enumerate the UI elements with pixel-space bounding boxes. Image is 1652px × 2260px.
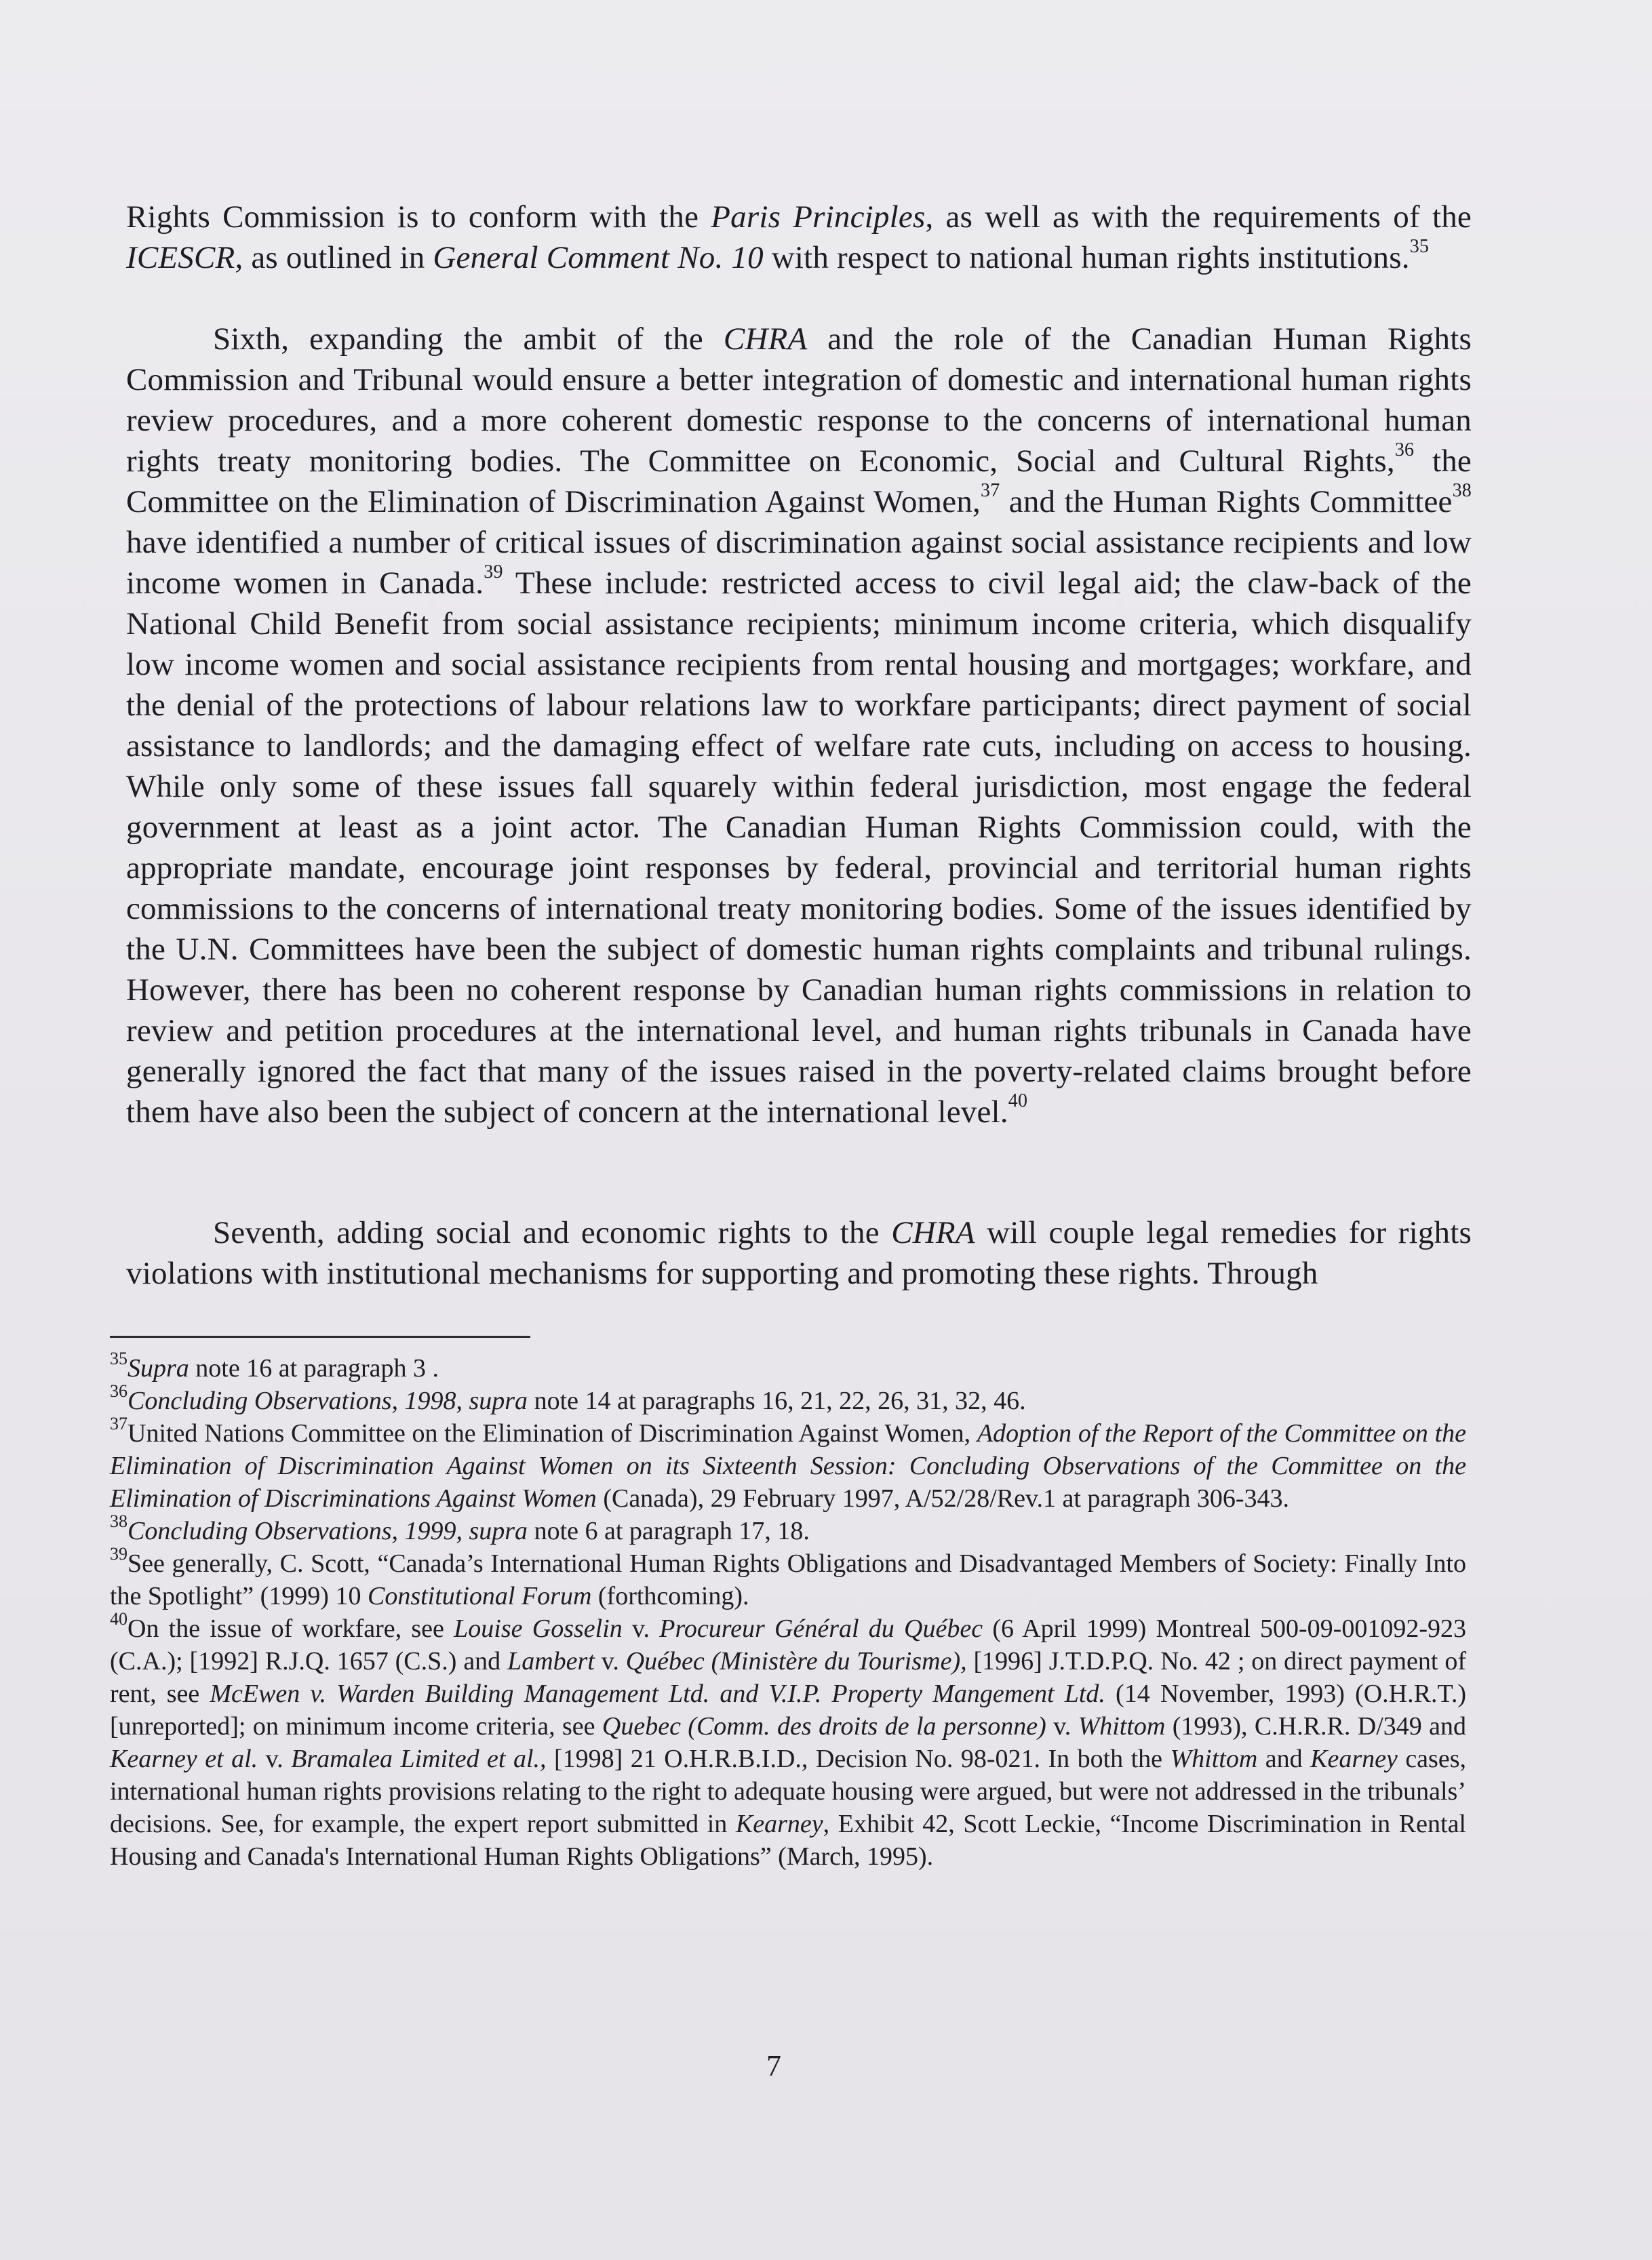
text-run: , as well as with the requirements of the: [925, 199, 1472, 235]
italic-run: Concluding Observations, 1998, supra: [127, 1387, 528, 1415]
italic-run: Whittom: [1078, 1712, 1166, 1741]
footnote-40: [110, 1609, 1466, 1873]
italic-run: Quebec (Comm. des droits de la personne): [602, 1712, 1046, 1741]
italic-run: Procureur Général du Québec: [659, 1614, 983, 1643]
text-run: will couple legal remedies for rights violations with institutional mechanisms for supporting and promoting these rights. Through: [126, 1215, 1472, 1291]
text-run: United Nations Committee on the Elimination of Discrimination Against Women,: [127, 1419, 977, 1448]
footnote-39: [110, 1544, 1466, 1612]
footnote-number: 38: [110, 1511, 127, 1532]
italic-run: Supra: [127, 1354, 189, 1383]
italic-run: Lambert: [507, 1647, 595, 1676]
text-run: Sixth, expanding the ambit of the: [213, 321, 724, 357]
text-run: cases, international human rights provisions relating to the right to adequate housing were argued, but were not addressed in the tribunals’ decisions. See, for example, the expert report submitted in: [110, 1745, 1466, 1838]
footnote-ref-39: 39: [484, 561, 503, 583]
text-run: the Committee on the Elimination of Discrimination Against Women,: [126, 443, 1472, 519]
text-run: and: [1257, 1745, 1311, 1773]
italic-run: General Comment No. 10: [433, 240, 764, 275]
italic-run: CHRA: [723, 321, 808, 357]
text-run: note 14 at paragraphs 16, 21, 22, 26, 31, 32, 46.: [528, 1387, 1026, 1415]
italic-run: ICESCR,: [126, 240, 243, 275]
footnote-ref-37: 37: [981, 480, 1000, 502]
text-run: and the role of the Canadian Human Rights Commission and Tribunal would ensure a better integration of domestic and international human rights review procedures, and a more coherent domestic response to the concerns of international human rights treaty monitoring bodies. The Committee on Economic, Social and Cultural Rights,: [126, 321, 1472, 479]
footnote-36: [110, 1381, 1466, 1417]
paragraph-paris-principles: [126, 197, 1472, 278]
footnote-ref-36: 36: [1394, 439, 1415, 461]
italic-run: Bramalea Limited et al.,: [291, 1745, 547, 1773]
text-run: v.: [594, 1647, 626, 1676]
italic-run: Louise Gosselin: [454, 1614, 623, 1643]
text-run: (Canada), 29 February 1997, A/52/28/Rev.1 at paragraph 306-343.: [596, 1484, 1289, 1513]
text-run: (14 November, 1993) (O.H.R.T.) [unreported]; on minimum income criteria, see: [110, 1680, 1466, 1741]
footnote-37: [110, 1414, 1466, 1515]
text-run: note 16 at paragraph 3 .: [189, 1354, 439, 1383]
text-run: See generally, C. Scott, “Canada’s International Human Rights Obligations and Disadvantaged Members of Society: Finally Into the Spotlight” (1999) 10: [110, 1549, 1466, 1610]
footnote-number: 37: [110, 1414, 127, 1434]
text-run: [1996] J.T.D.P.Q. No. 42 ; on direct payment of rent, see: [110, 1647, 1466, 1708]
page-number: 7: [766, 2049, 781, 2082]
footnote-ref-35: 35: [1409, 236, 1430, 258]
paragraph-sixth: [126, 319, 1472, 1132]
text-run: have identified a number of critical issues of discrimination against social assistance recipients and low income women in Canada.: [126, 525, 1472, 601]
italic-run: Paris Principles: [711, 199, 926, 235]
italic-run: Québec (Ministère du Tourisme),: [625, 1647, 967, 1676]
text-run: with respect to national human rights institutions.: [763, 240, 1410, 275]
text-run: v.: [622, 1614, 660, 1643]
footnotes: [110, 1349, 1466, 1873]
text-run: These include: restricted access to civil legal aid; the claw-back of the National Child Benefit from social assistance recipients; minimum income criteria, which disqualify low income women and social assistance recipients from rental housing and mortgages; workfare, and the denial of the protections of labour relations law to workfare participants; direct payment of social assistance to landlords; and the damaging effect of welfare rate cuts, including on access to housing. While only some of these issues fall squarely within federal jurisdiction, most engage the federal government at least as a joint actor. The Canadian Human Rights Commission could, with the appropriate mandate, encourage joint responses by federal, provincial and territorial human rights commissions to the concerns of international treaty monitoring bodies. Some of the issues identified by the U.N. Committees have been the subject of domestic human rights complaints and tribunal rulings. However, there has been no coherent response by Canadian human rights commissions in relation to review and petition procedures at the international level, and human rights tribunals in Canada have generally ignored the fact that many of the issues raised in the poverty-related claims brought before them have also been the subject of concern at the international level.: [126, 566, 1472, 1130]
text-run: Seventh, adding social and economic rights to the: [213, 1215, 892, 1250]
text-run: v.: [258, 1745, 292, 1773]
paragraph-seventh: [126, 1212, 1472, 1294]
text-run: v.: [1046, 1712, 1078, 1741]
footnote-number: 35: [110, 1349, 127, 1369]
footnote-number: 40: [110, 1609, 127, 1629]
footnote-number: 39: [110, 1544, 127, 1564]
text-run: [1998] 21 O.H.R.B.I.D., Decision No. 98-021. In both the: [546, 1745, 1171, 1773]
italic-run: Kearney: [735, 1810, 823, 1838]
italic-run: Adoption of the Report of the Committee on the Elimination of Discrimination Against Women on its Sixteenth Session: Concluding Observations of the Committee on the Elimination of Discriminations Against Women: [110, 1419, 1466, 1513]
footnote-35: [110, 1349, 1466, 1385]
footnote-number: 36: [110, 1381, 127, 1402]
text-run: On the issue of workfare, see: [127, 1614, 454, 1643]
footnote-separator: [110, 1336, 530, 1338]
italic-run: Kearney et al.: [110, 1745, 258, 1773]
text-run: Rights Commission is to conform with the: [126, 199, 711, 235]
text-run: (1993), C.H.R.R. D/349 and: [1165, 1712, 1466, 1741]
italic-run: Concluding Observations, 1999, supra: [127, 1517, 528, 1545]
footnote-ref-40: 40: [1008, 1090, 1028, 1112]
italic-run: McEwen v. Warden Building Management Ltd. and V.I.P. Property Mangement Ltd.: [210, 1680, 1105, 1708]
text-run: as outlined in: [243, 240, 433, 275]
text-run: , Exhibit 42, Scott Leckie, “Income Discrimination in Rental Housing and Canada's International Human Rights Obligations” (March, 1995).: [110, 1810, 1466, 1871]
text-run: (6 April 1999) Montreal 500-09-001092-923 (C.A.); [1992] R.J.Q. 1657 (C.S.) and: [110, 1614, 1466, 1676]
italic-run: CHRA: [891, 1215, 975, 1250]
italic-run: Whittom: [1170, 1745, 1258, 1773]
text-run: note 6 at paragraph 17, 18.: [528, 1517, 810, 1545]
footnote-ref-38: 38: [1452, 480, 1472, 502]
footnote-38: [110, 1511, 1466, 1547]
italic-run: Constitutional Forum: [367, 1582, 592, 1610]
text-run: and the Human Rights Committee: [1000, 484, 1453, 519]
text-run: (forthcoming).: [591, 1582, 749, 1610]
italic-run: Kearney: [1310, 1745, 1398, 1773]
